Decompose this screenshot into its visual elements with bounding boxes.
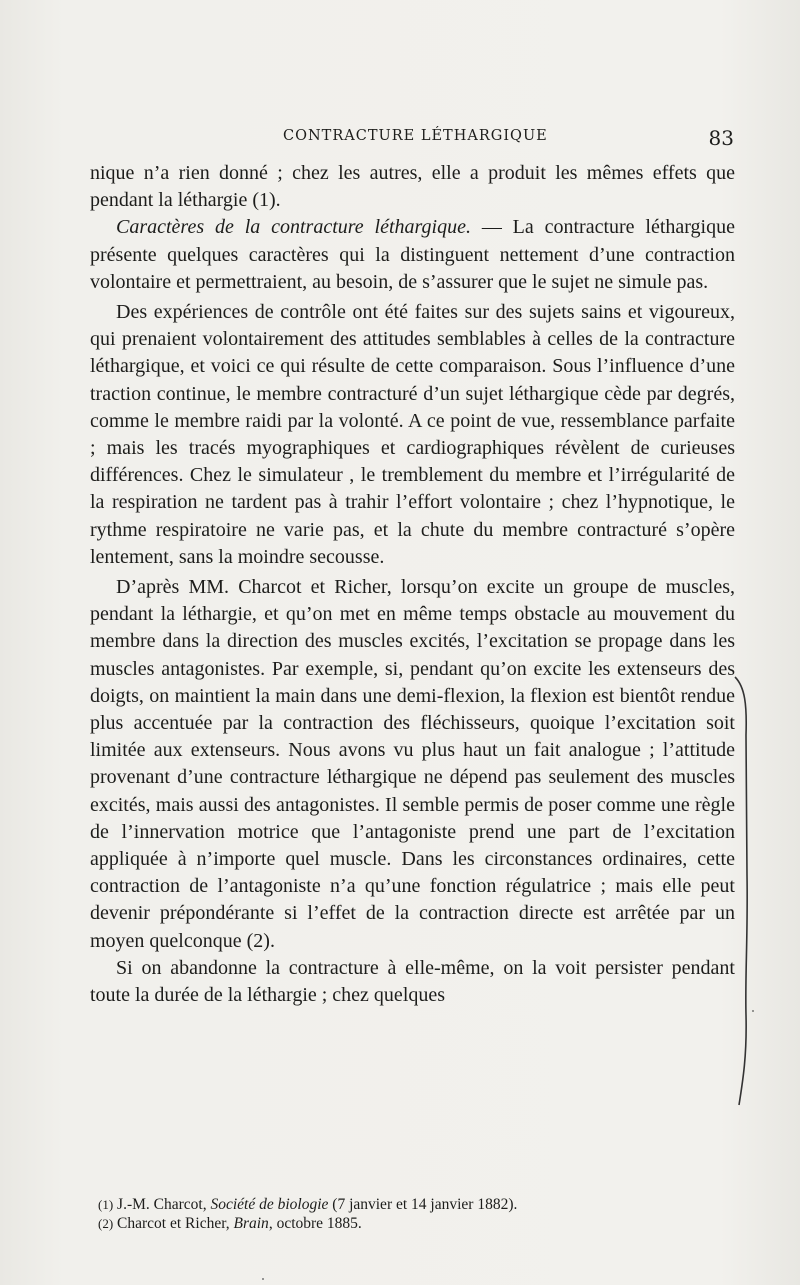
footnote-1-author: J.-M. Charcot, [113, 1196, 211, 1213]
body-text [90, 160, 735, 1009]
paragraph-continuation: nique n’a rien donné ; chez les autres, elle a produit les mêmes effets que pendant la léthargie (1). [90, 162, 735, 212]
footnote-2-details: , octobre 1885. [268, 1215, 362, 1232]
margin-bracket-mark [733, 675, 751, 1110]
paper-speck [752, 1010, 754, 1012]
running-title: CONTRACTURE LÉTHARGIQUE [283, 128, 548, 144]
footnote-2 [98, 1214, 718, 1233]
footnote-2-mark: (2) [98, 1216, 114, 1231]
footnotes [98, 1195, 718, 1233]
running-head [88, 128, 738, 156]
page-number: 83 [708, 126, 734, 150]
paragraph-abandon: Si on abandonne la contracture à elle-même, on la voit persister pendant toute la durée de la léthargie ; chez quelques [90, 956, 735, 1007]
paragraph-characteristics [90, 214, 735, 296]
paragraph-control-experiments: Des expériences de contrôle ont été faites sur des sujets sains et vigoureux, qui prenaient volontairement des attitudes semblables à celles de la contracture léthargique, et voici ce qui résulte de cette comparaison. Sous l’influence d’une traction continue, le membre contracturé d’un sujet léthargique cède par degrés, comme le membre raidi par la volonté. A ce point de vue, ressemblance parfaite ; mais les tracés myographiques et cardiographiques révèlent de curieuses différences. Chez le simulateur , le tremblement du membre et l’irrégularité de la respiration ne tardent pas à trahir l’effort volontaire ; chez l’hypnotique, le rythme respiratoire ne varie pas, et la chute du membre contracturé s’opère lentement, sans la moindre secousse. [90, 301, 735, 568]
paragraph-charcot-richer: D’après MM. Charcot et Richer, lorsqu’on excite un groupe de muscles, pendant la léthargie, et qu’on met en même temps obstacle au mouvement du membre dans la direction des muscles excités, l’excitation se propage dans les muscles antagonistes. Par exemple, si, pendant qu’on excite les extenseurs des doigts, on maintient la main dans une demi-flexion, la flexion est bientôt rendue plus accentuée par la contraction des fléchisseurs, quoique l’excitation soit limitée aux extenseurs. Nous avons vu plus haut un fait analogue ; l’attitude provenant d’une contracture léthargique ne dépend pas seulement des muscles excités, mais aussi des antagonistes. Il semble permis de poser comme une règle de l’innervation motrice que l’antagoniste prend une part de l’excitation appliquée à n’importe quel muscle. Dans les circonstances ordinaires, cette contraction de l’antagoniste n’a qu’une fonction régulatrice ; mais elle peut devenir prépondérante si l’effet de la contraction directe est arrêtée par un moyen quelconque (2). [90, 576, 735, 952]
paper-speck [262, 1278, 264, 1280]
footnote-2-author: Charcot et Richer, [113, 1215, 234, 1232]
footnote-1 [98, 1195, 718, 1214]
footnote-1-details: (7 janvier et 14 janvier 1882). [328, 1196, 518, 1213]
footnote-1-mark: (1) [98, 1197, 114, 1212]
footnote-1-journal: Société de biologie [210, 1196, 329, 1213]
footnote-2-journal: Brain [233, 1215, 269, 1232]
paragraph-characteristics-text: — La contracture léthargique présente quelques caractères qui la distinguent nettement d’une contraction volontaire et permettraient, au besoin, de s’assurer que le sujet ne simule pas. [90, 216, 735, 293]
section-heading: Caractères de la contracture léthargique. [116, 216, 471, 239]
